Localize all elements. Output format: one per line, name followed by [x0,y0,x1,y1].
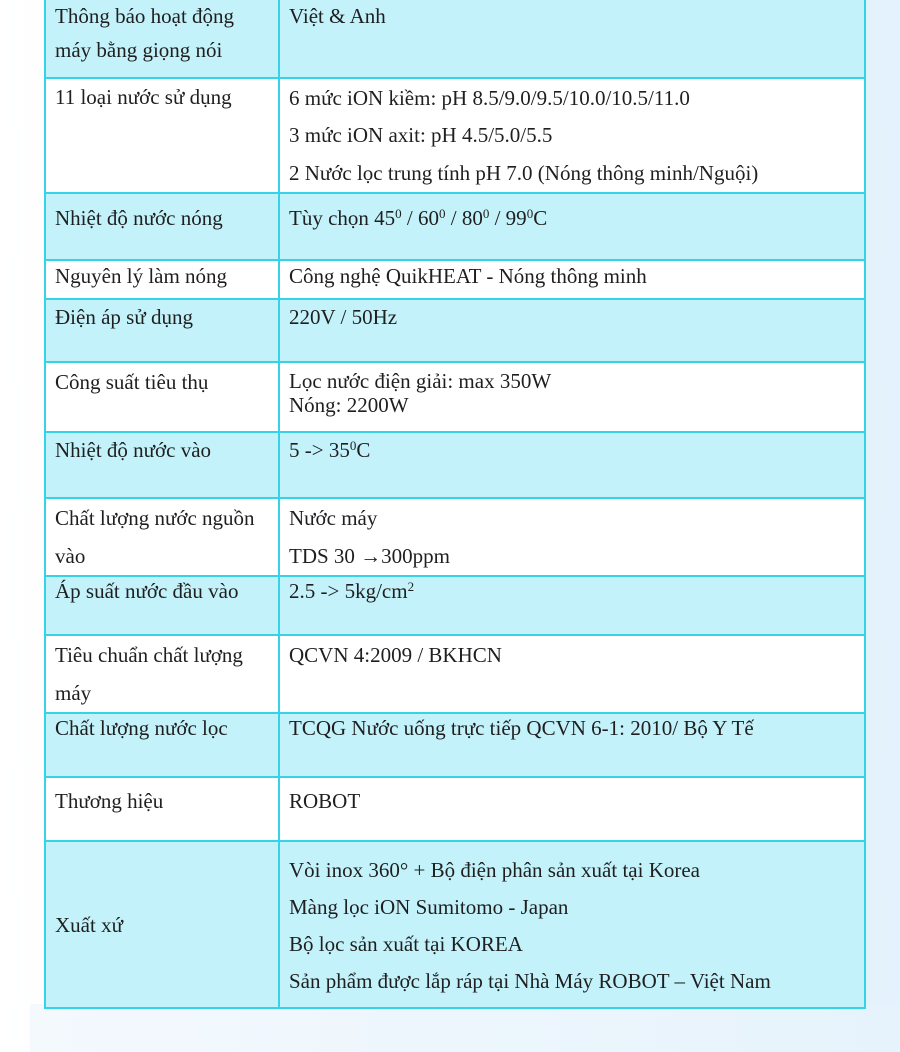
table-row [45,362,865,432]
superscript: 0 [395,206,402,221]
table-row [45,0,865,78]
superscript: 0 [482,206,490,221]
row-label: Nhiệt độ nước vào [45,432,279,498]
value-line: 3 mức iON axit: pH 4.5/5.0/5.5 [289,123,553,147]
row-label: Áp suất nước đầu vào [45,576,279,635]
value-line: Sản phẩm được lắp ráp tại Nhà Máy ROBOT – Việt Nam [289,969,771,993]
row-value [279,432,865,498]
value-text: C [356,438,371,462]
row-value [279,777,865,841]
value-text: 2.5 -> 5kg/cm [289,579,408,603]
value-line: 2 Nước lọc trung tính pH 7.0 (Nóng thông minh/Nguội) [289,161,759,185]
value-line: Việt & Anh [289,4,386,28]
value-line: Công nghệ QuikHEAT - Nóng thông minh [289,264,647,288]
value-line: Lọc nước điện giải: max 350W [289,369,552,393]
superscript: 0 [526,206,534,221]
row-value [279,362,865,432]
table-row [45,777,865,841]
row-label: Nhiệt độ nước nóng [45,193,279,260]
row-value [279,576,865,635]
row-label: Tiêu chuẩn chất lượng máy [45,635,279,713]
row-label: Điện áp sử dụng [45,299,279,362]
value-line: Vòi inox 360° + Bộ điện phân sản xuất tại Korea [289,858,700,882]
value-line: QCVN 4:2009 / BKHCN [289,643,502,667]
superscript: 0 [439,206,446,221]
value-text: / 80 [445,206,483,230]
table-row [45,299,865,362]
value-text: 5 -> 35 [289,438,350,462]
row-label: Nguyên lý làm nóng [45,260,279,299]
table-row [45,576,865,635]
row-value [279,841,865,1008]
row-label: Thông báo hoạt động máy bằng giọng nói [45,0,279,78]
row-label: Công suất tiêu thụ [45,362,279,432]
value-line: 6 mức iON kiềm: pH 8.5/9.0/9.5/10.0/10.5/11.0 [289,86,690,110]
row-value [279,260,865,299]
row-value [279,713,865,777]
value-line: Bộ lọc sản xuất tại KOREA [289,932,523,956]
row-label: Xuất xứ [45,841,279,1008]
page-bottom-band [30,1004,900,1052]
value-line: TCQG Nước uống trực tiếp QCVN 6-1: 2010/ Bộ Y Tế [289,716,754,740]
table-row [45,193,865,260]
table-row [45,78,865,193]
row-value [279,635,865,713]
value-line: Nóng: 2200W [289,393,409,417]
value-text: / 99 [489,206,527,230]
row-label: Chất lượng nước lọc [45,713,279,777]
value-text: Tùy chọn 45 [289,206,396,230]
table-row [45,260,865,299]
table-row [45,432,865,498]
value-text: C [533,206,548,230]
table-row [45,635,865,713]
row-value [279,78,865,193]
value-line: Nước máy [289,506,378,530]
value-line: 220V / 50Hz [289,305,398,329]
value-line: ROBOT [289,789,361,813]
value-line: TDS 30 →300ppm [289,544,451,568]
row-value [279,299,865,362]
row-label: Thương hiệu [45,777,279,841]
superscript: 2 [407,579,415,594]
row-label: 11 loại nước sử dụng [45,78,279,193]
row-value [279,193,865,260]
table-row [45,841,865,1008]
superscript: 0 [349,438,357,453]
row-value [279,0,865,78]
table-row [45,498,865,576]
value-line: Màng lọc iON Sumitomo - Japan [289,895,569,919]
value-text: / 60 [401,206,439,230]
row-value [279,498,865,576]
row-label: Chất lượng nước nguồn vào [45,498,279,576]
table-row [45,713,865,777]
spec-table [44,0,866,1009]
